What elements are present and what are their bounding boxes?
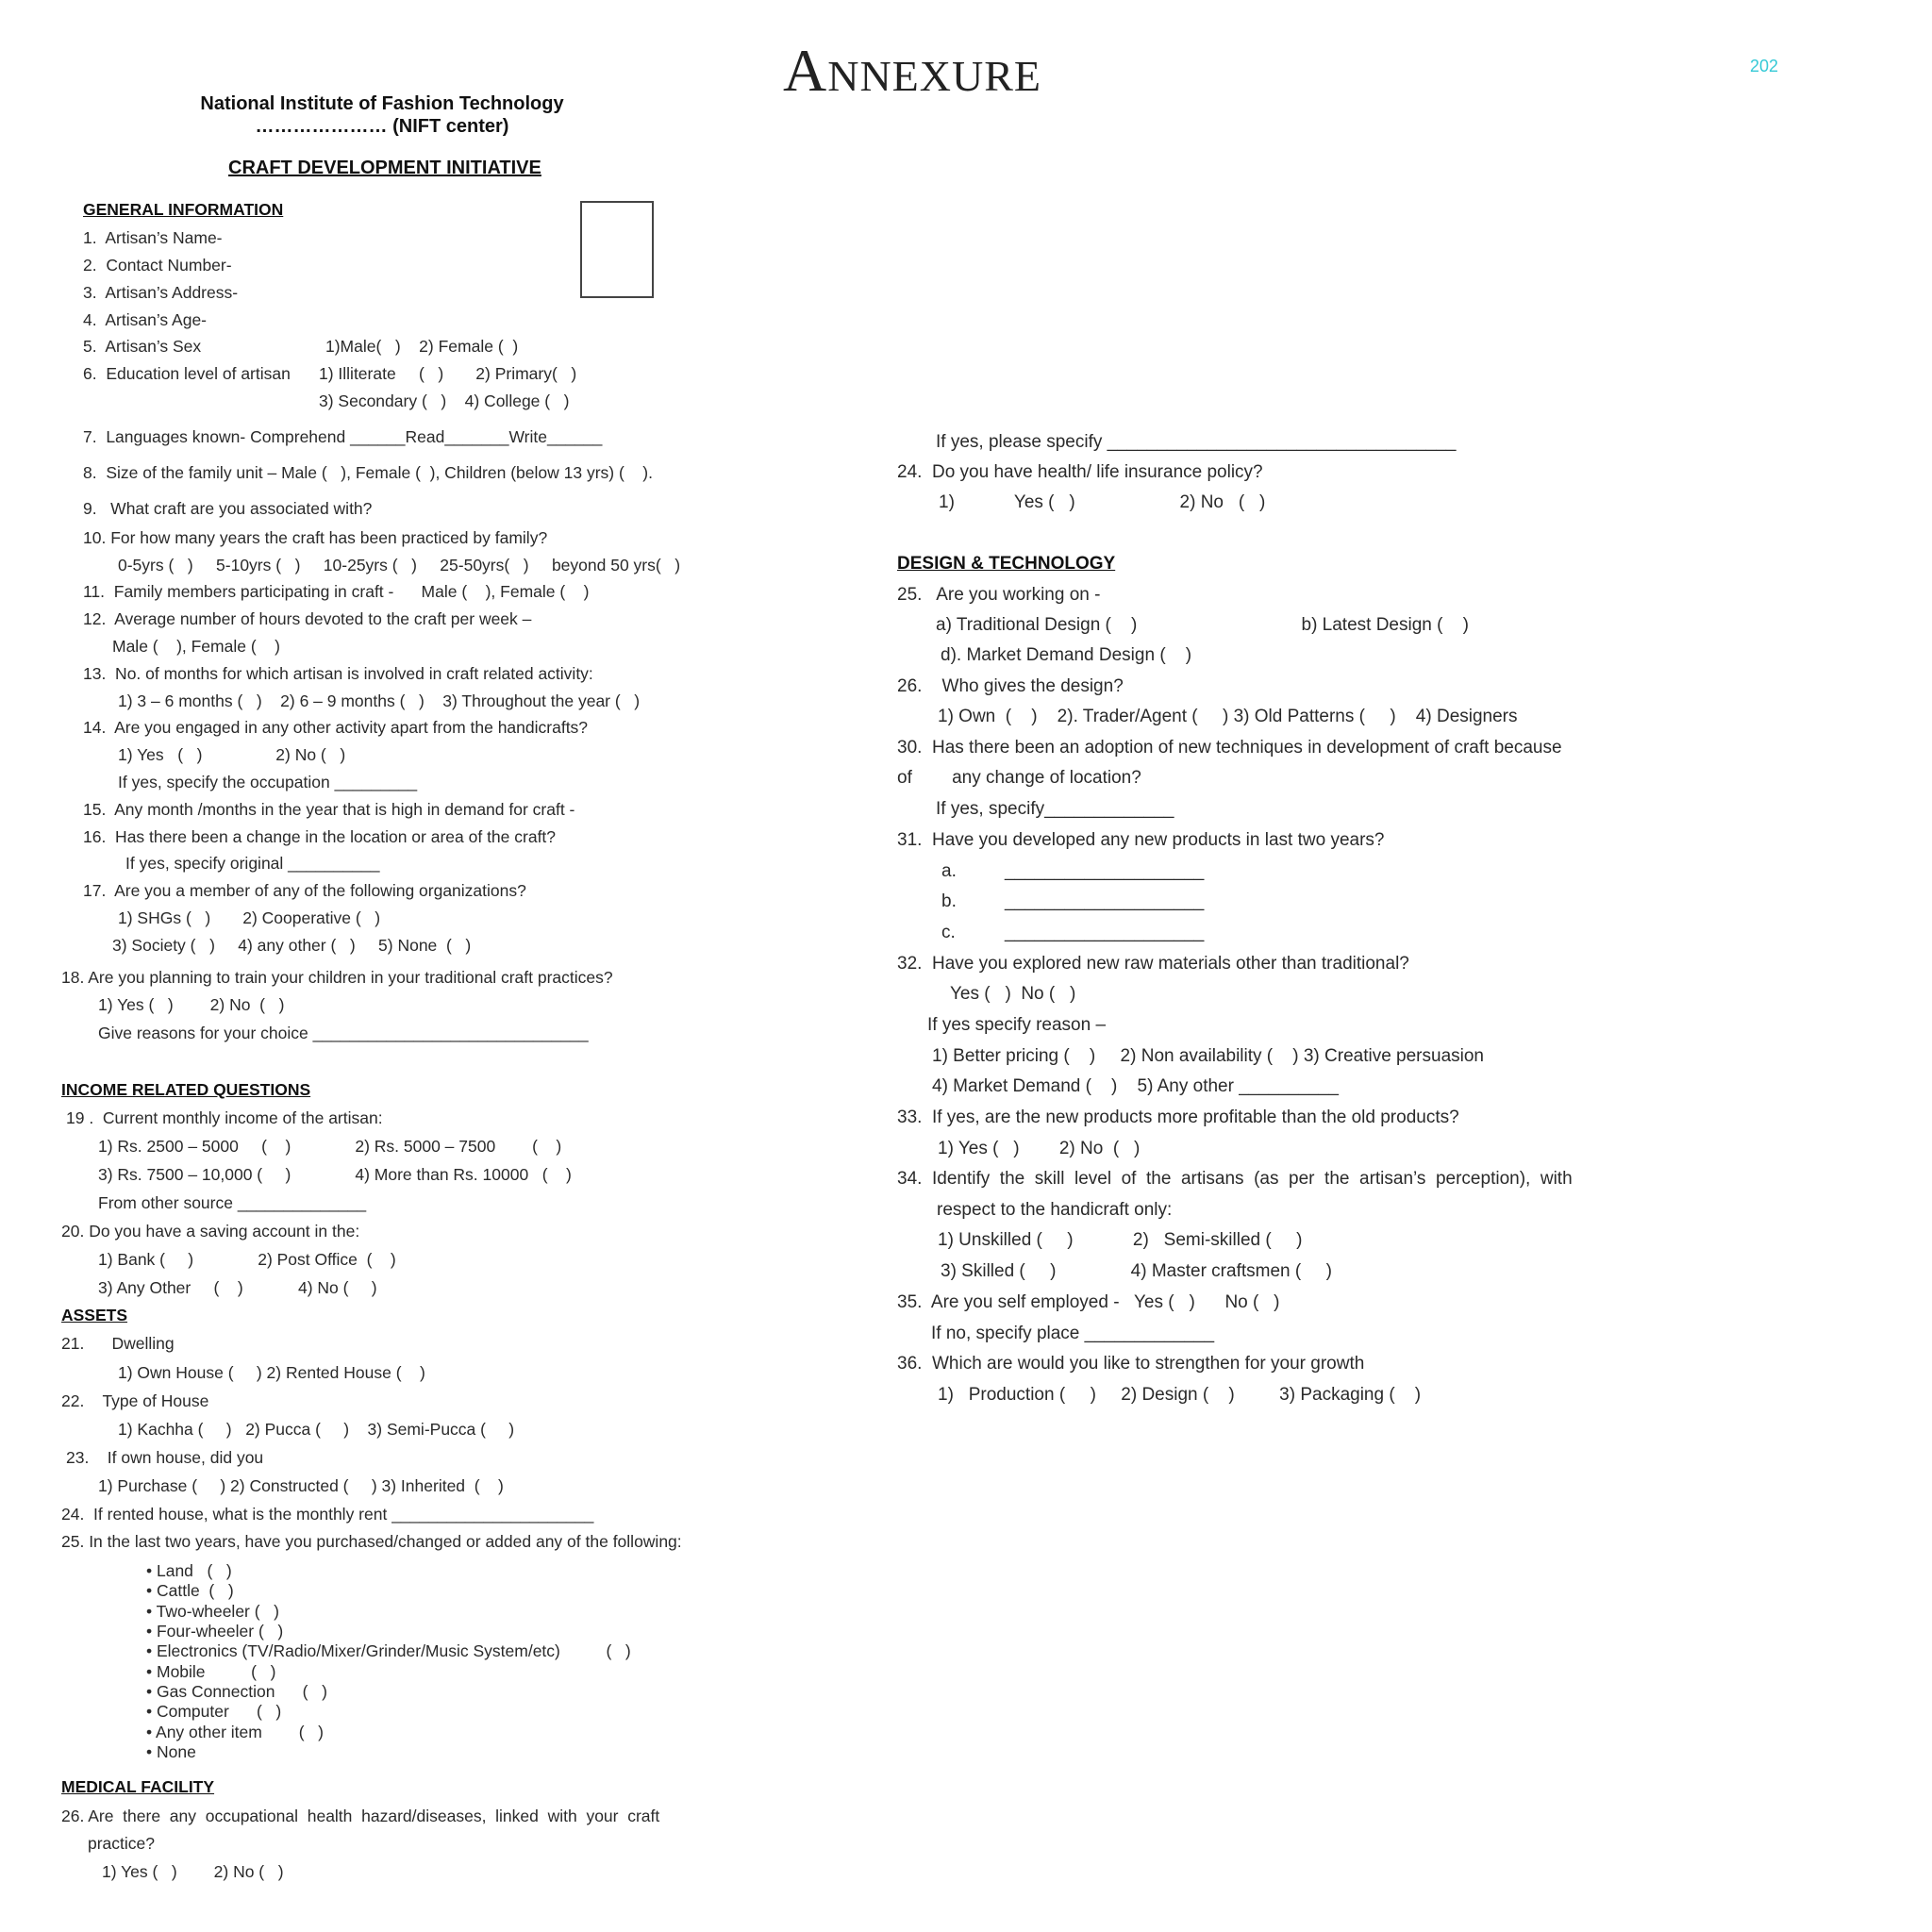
list-item: • Cattle ( ) xyxy=(146,1581,234,1600)
form-line: c. xyxy=(941,923,956,942)
form-line: 1) Yes ( ) 2) No ( ) xyxy=(102,1862,284,1881)
form-line: 24. Do you have health/ life insurance policy? xyxy=(897,462,1263,482)
form-line: 22. Type of House xyxy=(61,1391,209,1410)
form-line: 3) Society ( ) 4) any other ( ) 5) None ( ) xyxy=(112,936,472,955)
form-line: 1) Purchase ( ) 2) Constructed ( ) 3) Inherited ( ) xyxy=(98,1476,504,1495)
form-line: 7. Languages known- Comprehend ______Read_______Write______ xyxy=(83,427,603,446)
form-line: respect to the handicraft only: xyxy=(937,1200,1173,1220)
page-title xyxy=(783,36,1041,106)
section-assets: ASSETS xyxy=(61,1306,128,1324)
form-line: 3) Any Other ( ) 4) No ( ) xyxy=(98,1278,377,1297)
form-line: Yes ( ) No ( ) xyxy=(950,984,1076,1004)
list-item: • Land ( ) xyxy=(146,1561,232,1580)
form-line: 32. Have you explored new raw materials other than traditional? xyxy=(897,954,1409,974)
form-line: 16. Has there been a change in the location or area of the craft? xyxy=(83,827,557,846)
form-line: 6. Education level of artisan xyxy=(83,364,291,383)
form-line: 1) Production ( ) 2) Design ( ) 3) Packaging ( ) xyxy=(938,1385,1422,1405)
nift-center: ………………… (NIFT center) xyxy=(255,116,509,137)
form-line: 1) Yes ( ) 2) No ( ) xyxy=(98,995,285,1014)
form-line: 35. Are you self employed - Yes ( ) No ( ) xyxy=(897,1292,1280,1312)
institute-name: National Institute of Fashion Technology xyxy=(200,93,564,114)
form-line: 10. For how many years the craft has been practiced by family? xyxy=(83,528,548,547)
form-line: If yes, please specify ___________________________________ xyxy=(936,432,1457,452)
form-line: 2. Contact Number- xyxy=(83,256,232,275)
form-line: 1) SHGs ( ) 2) Cooperative ( ) xyxy=(118,908,381,927)
form-line: 3) Secondary ( ) 4) College ( ) xyxy=(319,391,570,410)
form-line: 20. Do you have a saving account in the: xyxy=(61,1222,360,1241)
section-general-information: GENERAL INFORMATION xyxy=(83,200,284,219)
section-design-technology: DESIGN & TECHNOLOGY xyxy=(897,554,1116,574)
form-line: 9. What craft are you associated with? xyxy=(83,499,373,518)
list-item: • Mobile ( ) xyxy=(146,1662,276,1681)
form-line: 4. Artisan’s Age- xyxy=(83,310,208,329)
form-line: 26. Are there any occupational health hazard/diseases, linked with your craft xyxy=(61,1807,660,1825)
form-line: From other source ______________ xyxy=(98,1193,367,1212)
form-line: ____________________ xyxy=(1005,861,1205,881)
form-line: 1) Own House ( ) 2) Rented House ( ) xyxy=(118,1363,425,1382)
form-line: 1) Better pricing ( ) 2) Non availability ( ) 3) Creative persuasion xyxy=(932,1046,1484,1066)
form-line: 1) Illiterate ( ) 2) Primary( ) xyxy=(319,364,577,383)
form-line: 13. No. of months for which artisan is involved in craft related activity: xyxy=(83,664,593,683)
form-line: a) Traditional Design ( ) b) Latest Design ( ) xyxy=(936,615,1469,635)
section-medical: MEDICAL FACILITY xyxy=(61,1777,215,1796)
form-line: 11. Family members participating in craft - Male ( ), Female ( ) xyxy=(83,582,590,601)
form-line: 5. Artisan’s Sex xyxy=(83,337,202,356)
form-line: 34. Identify the skill level of the artisans (as per the artisan’s perception), with xyxy=(897,1169,1573,1189)
form-line: 24. If rented house, what is the monthly rent ______________________ xyxy=(61,1505,594,1524)
form-line: 15. Any month /months in the year that is high in demand for craft - xyxy=(83,800,575,819)
form-line: 4) Market Demand ( ) 5) Any other __________ xyxy=(932,1076,1339,1096)
form-line: 1. Artisan’s Name- xyxy=(83,228,223,247)
section-income: INCOME RELATED QUESTIONS xyxy=(61,1080,311,1099)
list-item: • Gas Connection ( ) xyxy=(146,1682,327,1701)
form-line: 25. In the last two years, have you purchased/changed or added any of the following: xyxy=(61,1532,682,1551)
form-line: practice? xyxy=(88,1834,156,1853)
form-line: 1) Yes ( ) 2) No ( ) xyxy=(939,492,1266,512)
form-line: 1) Yes ( ) 2) No ( ) xyxy=(938,1139,1141,1158)
form-line: 1) Bank ( ) 2) Post Office ( ) xyxy=(98,1250,396,1269)
form-line: 3. Artisan’s Address- xyxy=(83,283,239,302)
form-line: 1) Kachha ( ) 2) Pucca ( ) 3) Semi-Pucca ( ) xyxy=(118,1420,515,1439)
form-title: CRAFT DEVELOPMENT INITIATIVE xyxy=(228,158,541,178)
form-line: 14. Are you engaged in any other activity apart from the handicrafts? xyxy=(83,718,589,737)
form-line: If yes, specify original __________ xyxy=(125,854,380,873)
list-item: • Computer ( ) xyxy=(146,1702,282,1721)
form-line: If yes, specify_____________ xyxy=(936,799,1174,819)
photo-box xyxy=(580,201,654,298)
form-line: of any change of location? xyxy=(897,768,1141,788)
form-line: a. xyxy=(941,861,957,881)
form-line: 8. Size of the family unit – Male ( ), Female ( ), Children (below 13 yrs) ( ). xyxy=(83,463,653,482)
form-line: If no, specify place _____________ xyxy=(931,1324,1215,1343)
form-line: 12. Average number of hours devoted to the craft per week – xyxy=(83,609,532,628)
form-line: 17. Are you a member of any of the following organizations? xyxy=(83,881,526,900)
form-line: 19 . Current monthly income of the artisan: xyxy=(66,1108,383,1127)
list-item: • Any other item ( ) xyxy=(146,1723,324,1741)
form-line: 1) Own ( ) 2). Trader/Agent ( ) 3) Old Patterns ( ) 4) Designers xyxy=(938,707,1518,726)
form-line: 3) Rs. 7500 – 10,000 ( ) 4) More than Rs. 10000 ( ) xyxy=(98,1165,572,1184)
page-title-rest: NNEXURE xyxy=(827,52,1041,100)
form-line: 3) Skilled ( ) 4) Master craftsmen ( ) xyxy=(941,1261,1332,1281)
form-line: If yes, specify the occupation _________ xyxy=(118,773,418,791)
list-item: • Four-wheeler ( ) xyxy=(146,1622,284,1641)
page-title-initial: A xyxy=(783,37,828,104)
form-line: 1) Yes ( ) 2) No ( ) xyxy=(118,745,346,764)
list-item: • Two-wheeler ( ) xyxy=(146,1602,279,1621)
form-line: If yes specify reason – xyxy=(927,1015,1107,1035)
list-item: • None xyxy=(146,1742,196,1761)
page-number: 202 xyxy=(1750,57,1779,75)
form-line: Give reasons for your choice ______________________________ xyxy=(98,1024,589,1042)
form-line: 36. Which are would you like to strengthen for your growth xyxy=(897,1354,1365,1374)
form-line: 18. Are you planning to train your children in your traditional craft practices? xyxy=(61,968,613,987)
form-line: 33. If yes, are the new products more profitable than the old products? xyxy=(897,1108,1459,1127)
form-line: 1) 3 – 6 months ( ) 2) 6 – 9 months ( ) 3) Throughout the year ( ) xyxy=(118,691,641,710)
form-line: 21. Dwelling xyxy=(61,1334,175,1353)
form-line: ____________________ xyxy=(1005,891,1205,911)
form-line: 1) Unskilled ( ) 2) Semi-skilled ( ) xyxy=(938,1230,1303,1250)
form-line: 31. Have you developed any new products in last two years? xyxy=(897,830,1385,850)
form-line: 1) Rs. 2500 – 5000 ( ) 2) Rs. 5000 – 7500 ( ) xyxy=(98,1137,562,1156)
form-line: 25. Are you working on - xyxy=(897,585,1101,605)
form-line: Male ( ), Female ( ) xyxy=(112,637,280,656)
form-line: b. xyxy=(941,891,957,911)
form-line: ____________________ xyxy=(1005,923,1205,942)
form-line: 1)Male( ) 2) Female ( ) xyxy=(325,337,519,356)
list-item: • Electronics (TV/Radio/Mixer/Grinder/Music System/etc) ( ) xyxy=(146,1641,631,1660)
form-line: 30. Has there been an adoption of new techniques in development of craft because xyxy=(897,738,1562,758)
form-line: 26. Who gives the design? xyxy=(897,676,1124,696)
form-line: 23. If own house, did you xyxy=(66,1448,264,1467)
form-line: 0-5yrs ( ) 5-10yrs ( ) 10-25yrs ( ) 25-50yrs( ) beyond 50 yrs( ) xyxy=(118,556,681,575)
form-line: d). Market Demand Design ( ) xyxy=(941,645,1192,665)
